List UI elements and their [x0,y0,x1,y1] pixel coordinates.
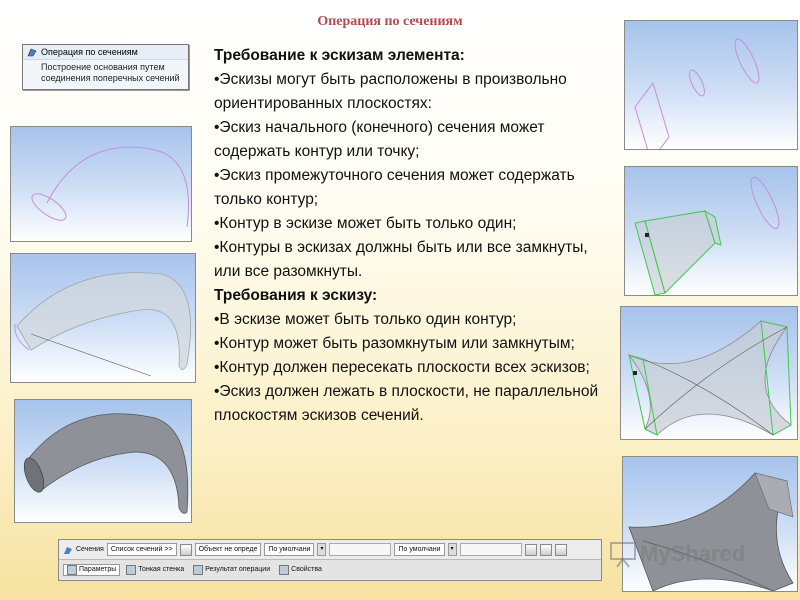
list-item: •Контур должен пересекать плоскости всех эскизов; [214,359,590,376]
empty-field-1[interactable] [329,543,391,556]
image-horn-wireframe [10,253,196,383]
sections-label: Сечения [76,546,104,553]
curve-sketch-drawing [11,127,191,241]
image-curve-sketch [10,126,192,242]
sections-list-label: Список сечений [110,546,163,553]
tab-label: Результат операции [205,566,271,573]
image-horn-solid [14,399,192,523]
default-select-2[interactable]: По умолчани [394,543,444,556]
chevron-down-icon[interactable]: ▾ [448,543,457,556]
list-item: •Контур в эскизе может быть только один; [214,215,517,232]
apply-icon[interactable] [525,544,537,556]
tab-label: Свойства [291,566,322,573]
properties-toolbar [58,539,602,581]
toolbar-row-fields [59,540,601,559]
tab-properties[interactable] [276,565,325,575]
list-item: •Эскизы могут быть расположены в произвольно ориентированных плоскостях: [214,71,567,112]
heading-path-requirements: Требования к эскизу: [214,287,378,304]
tooltip-description-line2: соединения поперечных сечений [41,73,180,83]
image-loft-partial [624,166,798,296]
tooltip-header [23,45,188,60]
slide-title: Операция по сечениям [317,14,463,29]
image-loft-solid [622,456,798,592]
tab-label: Тонкая стенка [138,566,185,573]
operation-tooltip [22,44,189,90]
parameters-icon [67,565,77,575]
sections-list-button[interactable] [107,543,177,556]
tooltip-description [23,60,188,84]
tab-operation-result[interactable] [190,565,273,575]
horn-wireframe-drawing [11,254,195,382]
sections-icon [63,545,73,555]
tab-parameters[interactable] [63,564,120,576]
watermark-text: MyShared [640,541,746,566]
help-icon[interactable] [555,544,567,556]
properties-icon [279,565,289,575]
loft-partial-drawing [625,167,797,295]
list-item: •Эскиз начального (конечного) сечения может содержать контур или точку; [214,119,545,160]
section-sketches-drawing [625,21,797,149]
tab-thin-wall[interactable] [123,565,187,575]
chevron-down-icon[interactable]: ▾ [317,543,326,556]
list-item: •Эскиз должен лежать в плоскости, не параллельной плоскостям эскизов сечений. [214,383,599,424]
list-item: •В эскизе может быть только один контур; [214,311,517,328]
tooltip-title: Операция по сечениям [41,47,138,57]
cancel-icon[interactable] [540,544,552,556]
empty-field-2[interactable] [460,543,522,556]
tab-label: Параметры [79,566,117,573]
loft-operation-icon [27,47,37,57]
presentation-board-icon [608,539,638,569]
result-icon [193,565,203,575]
loft-wireframe-drawing [621,307,797,439]
horn-solid-drawing [15,400,191,522]
requirements-text [214,44,614,428]
list-item: •Контур может быть разомкнутым или замкнутым; [214,335,575,352]
default-select-1[interactable]: По умолчани [264,543,314,556]
thin-wall-icon [126,565,136,575]
object-select-button[interactable] [180,544,192,556]
heading-sketch-requirements: Требование к эскизам элемента: [214,47,465,64]
watermark [608,537,745,571]
image-loft-wireframe [620,306,798,440]
sections-list-arrow: >> [164,546,173,553]
toolbar-tabs [59,559,601,579]
object-field[interactable]: Объект не опреде [195,543,262,556]
list-item: •Эскиз промежуточного сечения может содержать только контур; [214,167,575,208]
image-section-sketches [624,20,798,150]
tooltip-description-line1: Построение основания путем [41,62,165,72]
list-item: •Контуры в эскизах должны быть или все замкнуты, или все разомкнуты. [214,239,588,280]
